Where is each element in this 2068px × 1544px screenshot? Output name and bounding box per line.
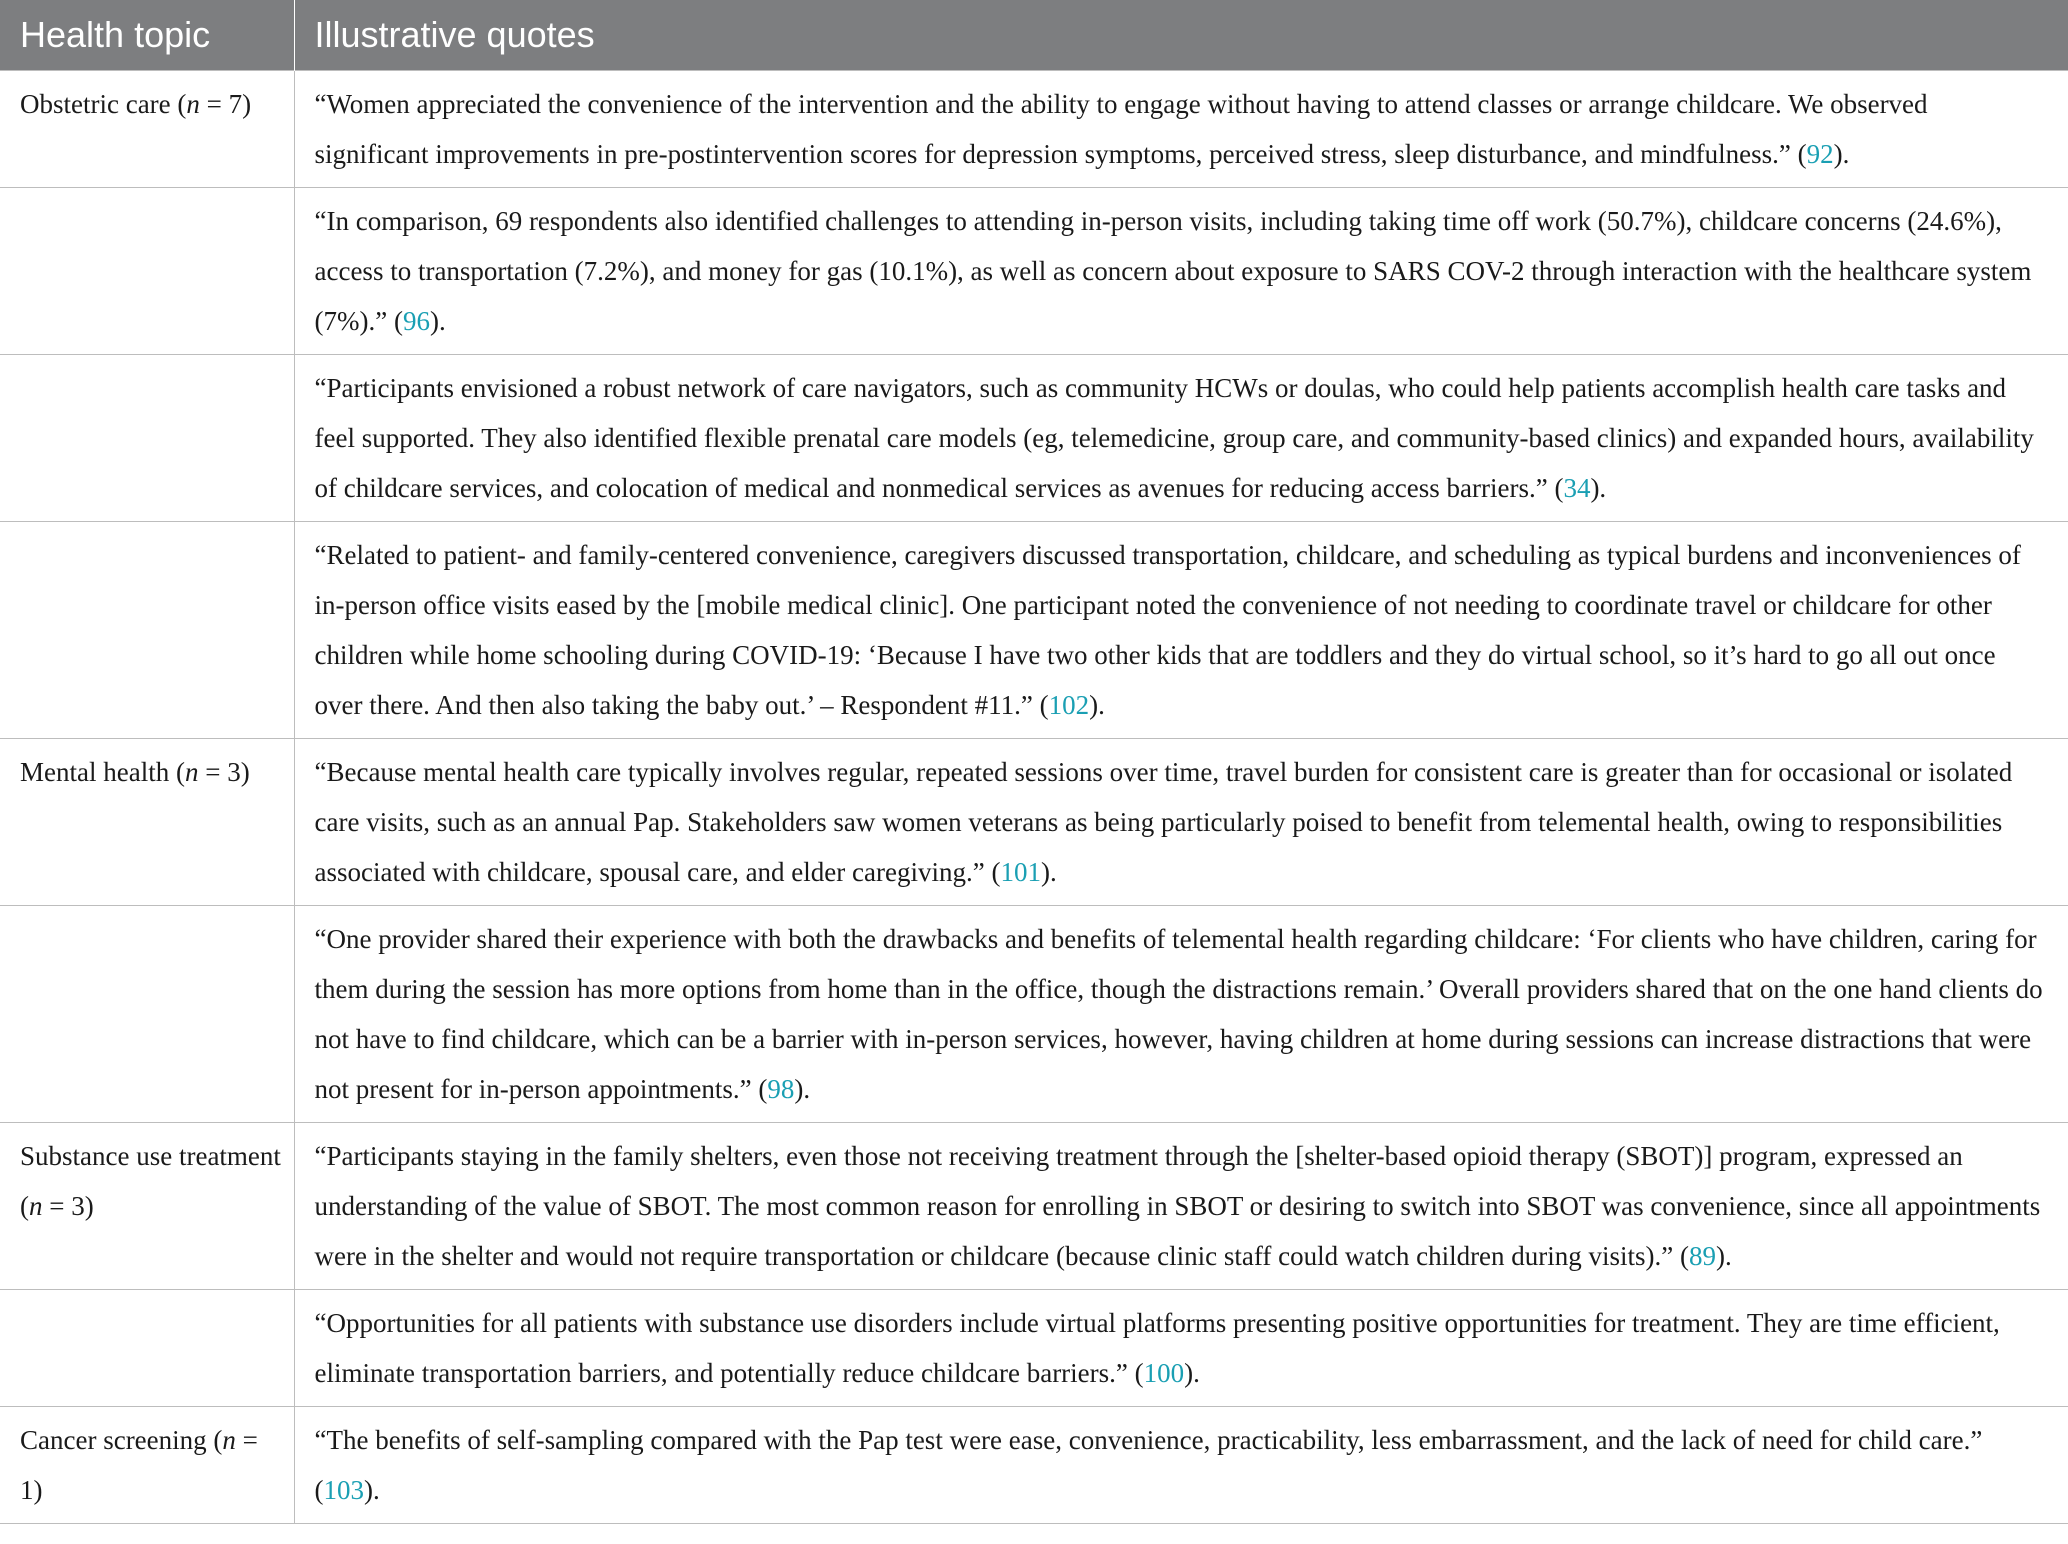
health-topic-cell <box>0 1289 294 1406</box>
study-count: 3 <box>71 1190 85 1221</box>
table-row <box>0 1406 2068 1523</box>
quote-text: “One provider shared their experience with both the drawbacks and benefits of telemental health regarding childcare: ‘For clients who have children, caring for them during the session has more options from home than in the office, though the distractions remain.’ Overall providers shared that on the one hand clients do not have to find childcare, which can be a barrier with in-person services, however, having children at home during sessions can increase distractions that were not present for in-person appointments.” ( <box>314 923 2043 1104</box>
quote-cell <box>294 354 2068 521</box>
table-row <box>0 187 2068 354</box>
table-row <box>0 1122 2068 1289</box>
quote-tail: ). <box>794 1073 811 1104</box>
reference-link[interactable]: 101 <box>1000 856 1041 887</box>
quote-tail: ). <box>1590 472 1607 503</box>
quote-cell <box>294 1289 2068 1406</box>
health-topic-cell: Mental health (n = 3) <box>0 738 294 905</box>
header-illustrative-quotes: Illustrative quotes <box>294 0 2068 70</box>
quote-cell <box>294 70 2068 187</box>
quote-text: “Participants envisioned a robust network of care navigators, such as community HCWs or doulas, who could help patients accomplish health care tasks and feel supported. They also identified flexible prenatal care models (eg, telemedicine, group care, and community-based clinics) and expanded hours, availability of childcare services, and colocation of medical and nonmedical services as avenues for reducing access barriers.” ( <box>314 372 2034 503</box>
quote-cell <box>294 187 2068 354</box>
quote-cell <box>294 1122 2068 1289</box>
reference-link[interactable]: 103 <box>323 1474 364 1505</box>
health-topic-label: Substance use treatment <box>20 1140 281 1171</box>
quote-cell <box>294 1406 2068 1523</box>
table-row <box>0 70 2068 187</box>
study-count: 7 <box>228 88 243 119</box>
health-topic-cell <box>0 521 294 738</box>
quote-tail: ). <box>429 305 446 336</box>
quote-cell <box>294 738 2068 905</box>
quote-cell <box>294 905 2068 1122</box>
table-row <box>0 738 2068 905</box>
quote-text: “Related to patient- and family-centered convenience, caregivers discussed transportation, childcare, and scheduling as typical burdens and inconveniences of in-person office visits eased by the [mobile medical clinic]. One participant noted the convenience of not needing to coordinate travel or childcare for other children while home schooling during COVID-19: ‘Because I have two other kids that are toddlers and they do virtual school, so it’s hard to go all out once over there. And then also taking the baby out.’ – Respondent #11.” ( <box>314 539 2021 720</box>
quote-text: “Because mental health care typically involves regular, repeated sessions over time, travel burden for consistent care is greater than for occasional or isolated care visits, such as an annual Pap. Stakeholders saw women veterans as being particularly poised to benefit from telemental health, owing to responsibilities associated with childcare, spousal care, and elder caregiving.” ( <box>314 756 2013 887</box>
quote-tail: ). <box>1833 138 1850 169</box>
study-count: 1 <box>20 1474 34 1505</box>
header-row <box>0 0 2068 70</box>
table-row <box>0 1289 2068 1406</box>
table-row <box>0 354 2068 521</box>
health-topic-label: Mental health <box>20 756 170 787</box>
health-topic-cell: Obstetric care (n = 7) <box>0 70 294 187</box>
reference-link[interactable]: 96 <box>402 305 430 336</box>
quote-text: “Participants staying in the family shelters, even those not receiving treatment through the [shelter-based opioid therapy (SBOT)] program, expressed an understanding of the value of SBOT. The most common reason for enrolling in SBOT or desiring to switch into SBOT was convenience, since all appointments were in the shelter and would not require transportation or childcare (because clinic staff could watch children during visits).” ( <box>314 1140 2041 1271</box>
reference-link[interactable]: 98 <box>767 1073 795 1104</box>
quote-text: “Opportunities for all patients with substance use disorders include virtual platforms presenting positive opportunities for treatment. They are time efficient, eliminate transportation barriers, and potentially reduce childcare barriers.” ( <box>314 1307 2000 1388</box>
health-topic-cell <box>0 905 294 1122</box>
health-topic-cell: Substance use treatment (n = 3) <box>0 1122 294 1289</box>
quote-tail: ). <box>1716 1240 1732 1271</box>
health-topic-cell <box>0 354 294 521</box>
reference-link[interactable]: 102 <box>1048 689 1090 720</box>
quote-tail: ). <box>1089 689 1105 720</box>
quote-tail: ). <box>364 1474 380 1505</box>
health-topic-label: Obstetric care <box>20 88 171 119</box>
quote-text: “The benefits of self-sampling compared with the Pap test were ease, convenience, practicability, less embarrassment, and the lack of need for child care.” ( <box>314 1424 1983 1505</box>
health-topic-cell <box>0 187 294 354</box>
reference-link[interactable]: 92 <box>1806 138 1834 169</box>
quote-cell <box>294 521 2068 738</box>
table-row <box>0 905 2068 1122</box>
header-health-topic: Health topic <box>0 0 294 70</box>
study-count: 3 <box>227 756 241 787</box>
quote-text: “In comparison, 69 respondents also identified challenges to attending in-person visits, including taking time off work (50.7%), childcare concerns (24.6%), access to transportation (7.2%), and money for gas (10.1%), as well as concern about exposure to SARS COV-2 through interaction with the healthcare system (7%).” ( <box>314 205 2032 336</box>
quote-tail: ). <box>1040 856 1057 887</box>
health-topic-cell: Cancer screening (n = 1) <box>0 1406 294 1523</box>
quote-tail: ). <box>1184 1357 1200 1388</box>
reference-link[interactable]: 100 <box>1143 1357 1185 1388</box>
table-row <box>0 521 2068 738</box>
reference-link[interactable]: 89 <box>1689 1240 1717 1271</box>
quote-text: “Women appreciated the convenience of the intervention and the ability to engage without having to attend classes or arrange childcare. We observed significant improvements in pre-postintervention scores for depression symptoms, perceived stress, sleep disturbance, and mindfulness.” ( <box>314 88 1928 169</box>
health-topic-label: Cancer screening <box>20 1424 207 1455</box>
reference-link[interactable]: 34 <box>1563 472 1591 503</box>
